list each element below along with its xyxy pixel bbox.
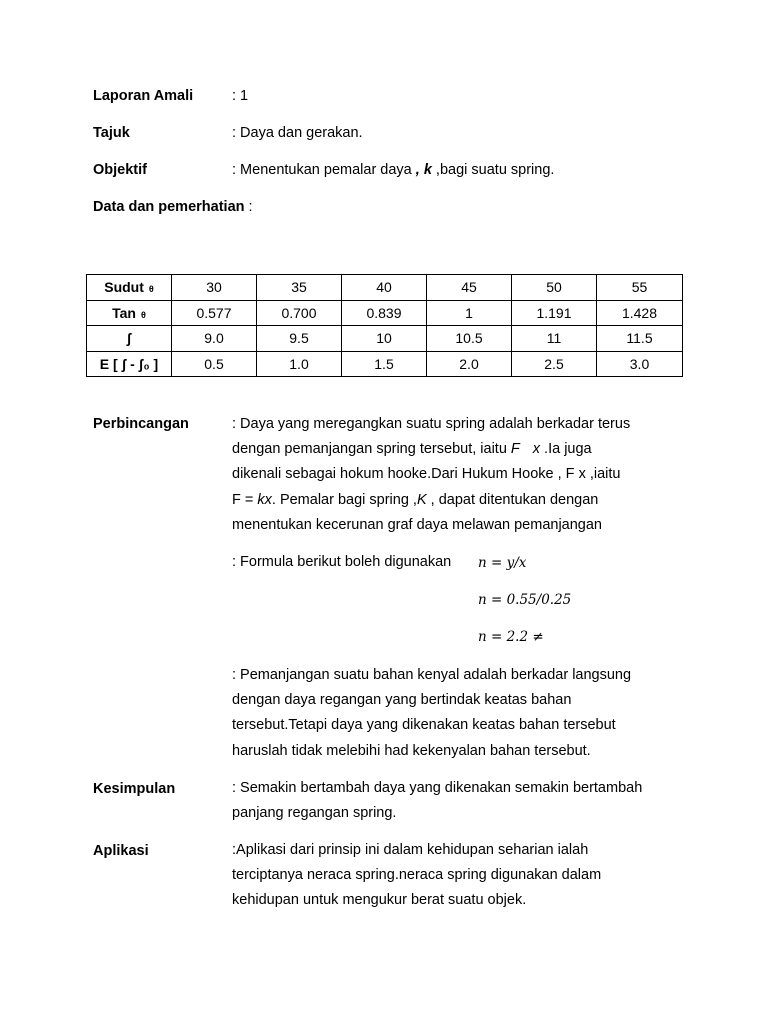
perbincangan-label: Perbincangan <box>93 416 189 432</box>
table-row <box>87 351 683 377</box>
aplikasi-label: Aplikasi <box>93 843 149 859</box>
perbincangan-line-2 <box>232 437 630 462</box>
perbincangan-line-4-mid: . Pemalar bagi spring , <box>271 491 417 508</box>
perbincangan-paragraph <box>232 412 630 538</box>
row-header-label: Tan <box>112 304 136 321</box>
aplikasi-line-1: :Aplikasi dari prinsip ini dalam kehidupan seharian ialah <box>232 842 589 858</box>
row-header <box>87 351 172 377</box>
tajuk-value: : Daya dan gerakan. <box>232 125 363 141</box>
data-heading <box>93 199 253 215</box>
table-cell: 35 <box>257 275 342 301</box>
symbol-f: F <box>510 441 520 458</box>
aplikasi-line-3: kehidupan untuk mengukur berat suatu objek. <box>232 892 527 909</box>
theta-symbol: θ <box>148 284 154 295</box>
theta-symbol: θ <box>140 309 146 320</box>
row-header-label: ʃ <box>126 330 132 347</box>
table-cell: 50 <box>512 275 597 301</box>
data-heading-label: Data dan pemerhatian <box>93 199 245 215</box>
data-table <box>86 274 683 377</box>
elasticity-line-2: dengan daya regangan yang bertindak keatas bahan <box>232 692 572 709</box>
elasticity-paragraph <box>232 663 631 764</box>
table-cell: 1.428 <box>597 300 683 326</box>
table-row <box>87 326 683 352</box>
row-header-label: Sudut <box>104 279 144 296</box>
table-cell: 9.5 <box>257 326 342 352</box>
table-cell: 40 <box>342 275 427 301</box>
row-header-label: E [ ʃ - ʃ₀ ] <box>99 355 159 372</box>
perbincangan-line-3: dikenali sebagai hokum hooke.Dari Hukum Hooke , F x ,iaitu <box>232 466 621 483</box>
table-row <box>87 300 683 326</box>
table-cell: 9.0 <box>172 326 257 352</box>
objektif-label: Objektif <box>93 162 147 178</box>
table-cell: 0.577 <box>172 300 257 326</box>
laporan-value: : 1 <box>232 88 249 104</box>
table-cell: 0.5 <box>172 351 257 377</box>
perbincangan-line-4-tail: , dapat ditentukan dengan <box>426 491 599 508</box>
perbincangan-line-2-tail: .Ia juga <box>540 441 592 458</box>
perbincangan-line-1: : Daya yang meregangkan suatu spring adalah berkadar terus <box>232 416 631 432</box>
data-heading-suffix: : <box>244 199 253 215</box>
symbol-kx: kx <box>257 491 272 508</box>
elasticity-line-3: tersebut.Tetapi daya yang dikenakan keatas bahan tersebut <box>232 717 616 734</box>
objektif-text-pre: : Menentukan pemalar daya <box>232 162 416 178</box>
perbincangan-line-4-text: F = <box>232 491 258 508</box>
table-cell: 45 <box>427 275 512 301</box>
table-cell: 30 <box>172 275 257 301</box>
table-cell: 0.700 <box>257 300 342 326</box>
table-cell: 3.0 <box>597 351 683 377</box>
formula-2: n = 0.55/0.25 <box>478 592 572 608</box>
table-cell: 0.839 <box>342 300 427 326</box>
elasticity-line-1: : Pemanjangan suatu bahan kenyal adalah berkadar langsung <box>232 667 632 683</box>
formula-intro: : Formula berikut boleh digunakan <box>232 554 452 570</box>
formula-1: n = y/x <box>478 555 527 571</box>
table-cell: 1 <box>427 300 512 326</box>
table-cell: 1.191 <box>512 300 597 326</box>
table-cell: 11 <box>512 326 597 352</box>
table-cell: 1.0 <box>257 351 342 377</box>
objektif-text-post: ,bagi suatu spring. <box>431 162 555 178</box>
table-cell: 11.5 <box>597 326 683 352</box>
table-cell: 55 <box>597 275 683 301</box>
table-cell: 2.5 <box>512 351 597 377</box>
table-cell: 2.0 <box>427 351 512 377</box>
perbincangan-line-2-text: dengan pemanjangan spring tersebut, iaitu <box>232 441 511 458</box>
table-cell: 10 <box>342 326 427 352</box>
table-cell: 10.5 <box>427 326 512 352</box>
kesimpulan-line-2: panjang regangan spring. <box>232 805 397 822</box>
kesimpulan-line-1: : Semakin bertambah daya yang dikenakan semakin bertambah <box>232 780 643 796</box>
symbol-k: K <box>416 491 427 508</box>
aplikasi-paragraph <box>232 838 601 914</box>
symbol-x: x <box>532 441 541 458</box>
row-header <box>87 300 172 326</box>
aplikasi-line-2: terciptanya neraca spring.neraca spring digunakan dalam <box>232 867 602 884</box>
tajuk-label: Tajuk <box>93 125 130 141</box>
table-cell: 1.5 <box>342 351 427 377</box>
table-row <box>87 275 683 301</box>
perbincangan-line-4 <box>232 488 630 513</box>
laporan-label: Laporan Amali <box>93 88 194 104</box>
objektif-value <box>232 162 554 178</box>
row-header <box>87 275 172 301</box>
formula-3: n = 2.2 ≠ <box>478 629 544 645</box>
elasticity-line-4: haruslah tidak melebihi had kekenyalan bahan tersebut. <box>232 742 591 759</box>
perbincangan-line-5: menentukan kecerunan graf daya melawan pemanjangan <box>232 516 602 533</box>
objektif-k: , k <box>415 162 432 178</box>
kesimpulan-paragraph <box>232 776 642 826</box>
row-header <box>87 326 172 352</box>
kesimpulan-label: Kesimpulan <box>93 781 176 797</box>
